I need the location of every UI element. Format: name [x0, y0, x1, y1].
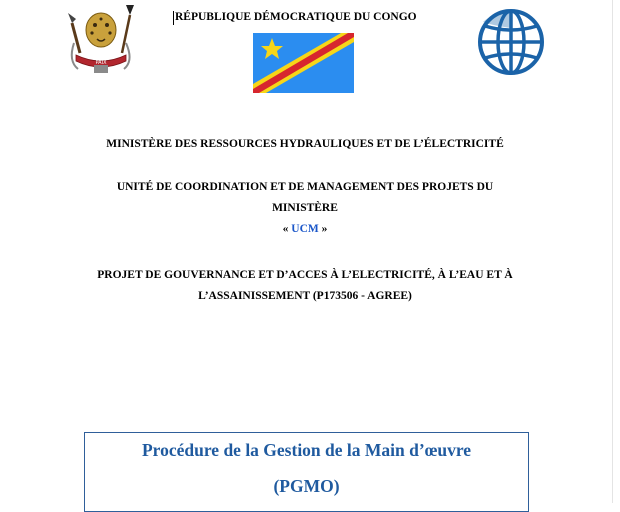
quote-open: « — [282, 223, 292, 235]
world-bank-logo-icon — [477, 8, 545, 81]
unit-acronym-line — [40, 219, 570, 240]
page-edge-rule — [612, 0, 613, 503]
document-title-box — [84, 432, 529, 512]
unit-heading — [40, 177, 570, 240]
ministry-heading: MINISTÈRE DES RESSOURCES HYDRAULIQUES ET DE L’ÉLECTRICITÉ — [106, 138, 504, 150]
svg-text:PAIX: PAIX — [95, 60, 107, 66]
unit-heading-line1: UNITÉ DE COORDINATION ET DE MANAGEMENT DES PROJETS DU — [116, 181, 494, 193]
project-heading — [40, 265, 570, 307]
project-heading-line2: L’ASSAINISSEMENT (P173506 - AGREE) — [198, 290, 412, 302]
document-title: Procédure de la Gestion de la Main d’œuvre — [141, 440, 472, 460]
coat-of-arms-icon — [64, 3, 140, 80]
republic-heading: RÉPUBLIQUE DÉMOCRATIQUE DU CONGO — [175, 11, 417, 23]
unit-heading-line2: MINISTÈRE — [272, 202, 338, 214]
unit-acronym: UCM — [291, 223, 319, 235]
drc-flag-icon — [253, 33, 354, 98]
text-cursor — [173, 11, 174, 25]
document-acronym: (PGMO) — [273, 476, 340, 496]
project-heading-line1: PROJET DE GOUVERNANCE ET D’ACCES À L’ELECTRICITÉ, À L’EAU ET À — [97, 269, 513, 281]
quote-close: » — [318, 223, 328, 235]
